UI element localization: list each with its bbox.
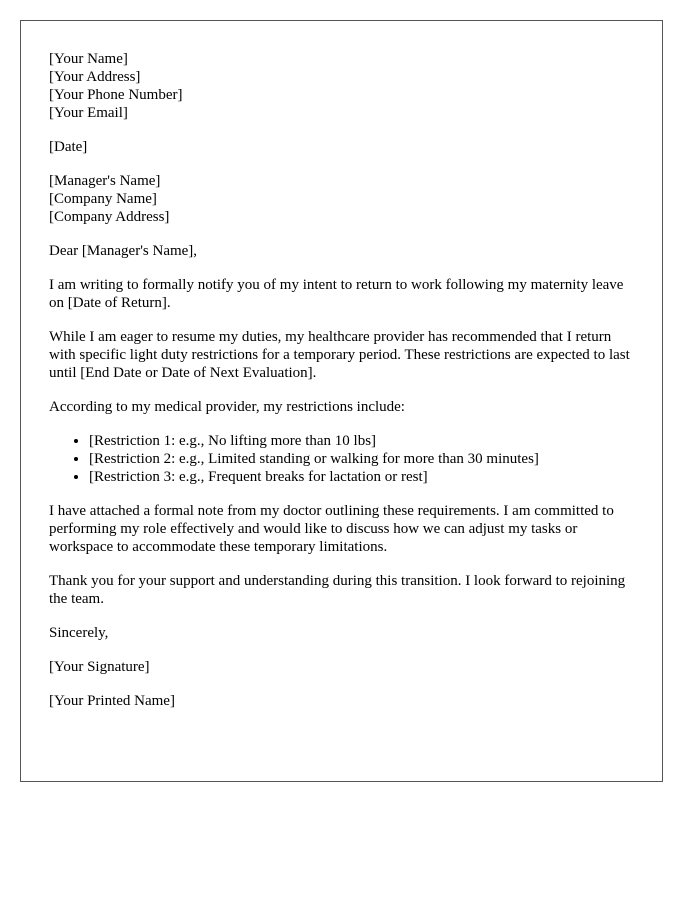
restrictions-list xyxy=(49,432,634,486)
sender-email: [Your Email] xyxy=(49,105,128,121)
list-item: • [Restriction 2: e.g., Limited standing or walking for more than 30 minutes] xyxy=(89,450,634,468)
paragraph-list-intro: According to my medical provider, my restrictions include: xyxy=(49,399,405,415)
sender-block xyxy=(49,50,634,122)
signoff: Sincerely, xyxy=(49,625,109,641)
sender-phone: [Your Phone Number] xyxy=(49,87,183,103)
list-item: • [Restriction 3: e.g., Frequent breaks for lactation or rest] xyxy=(89,468,634,486)
sender-name: [Your Name] xyxy=(49,51,128,67)
paragraph-intent: I am writing to formally notify you of my intent to return to work following my maternity leave on [Date of Return]. xyxy=(49,277,624,311)
recipient-address: [Company Address] xyxy=(49,209,170,225)
paragraph-restrictions: While I am eager to resume my duties, my healthcare provider has recommended that I return with specific light duty restrictions for a temporary period. These restrictions are expected to last until [End Date or Date of Next Evaluation]. xyxy=(49,329,630,381)
recipient-block xyxy=(49,172,634,226)
letter xyxy=(20,20,663,782)
paragraph-thanks: Thank you for your support and understanding during this transition. I look forward to rejoining the team. xyxy=(49,573,626,607)
sender-address: [Your Address] xyxy=(49,69,141,85)
paragraph-doctor-note: I have attached a formal note from my doctor outlining these requirements. I am committed to performing my role effectively and would like to discuss how we can adjust my tasks or workspace to accommodate these temporary limitations. xyxy=(49,503,614,555)
letter-date: [Date] xyxy=(49,139,88,155)
list-item: • [Restriction 1: e.g., No lifting more than 10 lbs] xyxy=(89,432,634,450)
recipient-name: [Manager's Name] xyxy=(49,173,161,189)
printed-name: [Your Printed Name] xyxy=(49,693,175,709)
recipient-company: [Company Name] xyxy=(49,191,157,207)
signature: [Your Signature] xyxy=(49,659,150,675)
salutation: Dear [Manager's Name], xyxy=(49,243,198,259)
